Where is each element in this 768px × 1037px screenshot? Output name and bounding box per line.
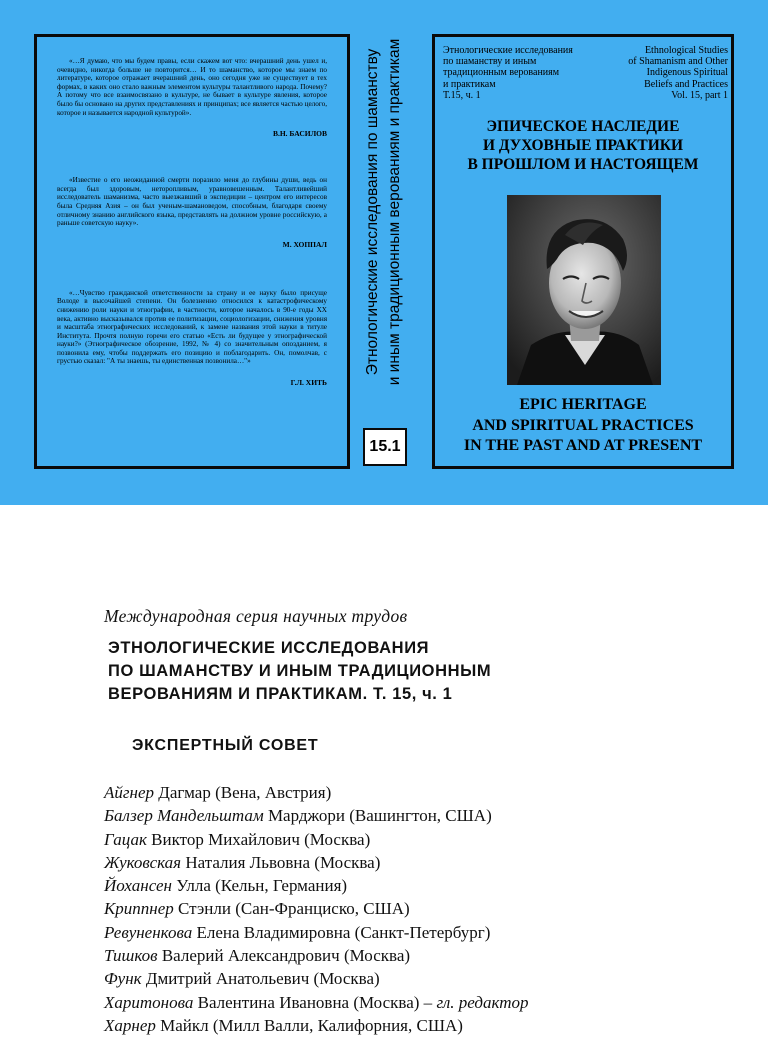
member-surname: Харитонова — [104, 992, 194, 1012]
council-member — [104, 851, 744, 874]
council-member — [104, 944, 744, 967]
member-surname: Функ — [104, 969, 142, 989]
front-title-en — [435, 395, 731, 457]
front-cover-panel — [432, 34, 734, 469]
spine-title-line-2: и иным традиционным верованиям и практикам — [386, 38, 403, 386]
expert-council-list — [104, 781, 744, 1037]
header-ru-line: традиционным верованиям — [443, 67, 560, 79]
member-surname: Тишков — [104, 946, 158, 966]
council-member — [104, 967, 744, 990]
council-member — [104, 1014, 744, 1037]
title-en-line: AND SPIRITUAL PRACTICES — [472, 416, 694, 434]
member-surname: Жуковская — [104, 852, 182, 872]
member-surname: Балзер Мандельштам — [104, 806, 264, 826]
header-ru-line: Т.15, ч. 1 — [443, 89, 481, 101]
title-en-line: IN THE PAST AND AT PRESENT — [463, 437, 703, 454]
scanned-title-page — [0, 505, 768, 1035]
book-cover-spread — [0, 0, 768, 505]
title-ru-line: И ДУХОВНЫЕ ПРАКТИКИ — [482, 137, 684, 154]
spine-volume-badge: 15.1 — [363, 428, 407, 466]
header-en-line: Beliefs and Practices — [644, 78, 728, 90]
member-surname: Харнер — [104, 1015, 156, 1035]
title-ru-line: ЭПИЧЕСКОЕ НАСЛЕДИЕ — [486, 118, 680, 135]
expert-council-heading: ЭКСПЕРТНЫЙ СОВЕТ — [132, 737, 319, 754]
council-member — [104, 804, 744, 827]
quote-block-khit — [57, 289, 327, 387]
portrait-illustration — [507, 195, 661, 385]
spine-title-line-1: Этнологические исследования по шаманству — [364, 48, 381, 376]
council-member — [104, 897, 744, 920]
quote-text: «…Чувство гражданской ответственности за страну и ее науку было присуще Володе в высочайшей степени. Он болезненно относился к катастрофическому снижению роли науки и этнографии, в частности, которое началось в 90-е годы XX века, активно высказывался против ее политизации, социологизации, снижения уровня и масштаба этнографических исследований, к замене названия этой науки в титуле Института. Прочтя полную горечи его статью «Есть ли будущее у этнографической науки?» (Этнографическое обозрение, 1992, № 4) со значительным опозданием, я позвонила ему, чтобы поддержать его позицию и поблагодарить. Он, помолчав, с грустью сказал: "А ты знаешь, ты единственная позвонила…"» — [57, 288, 327, 366]
header-en-line: of Shamanism and Other — [628, 56, 728, 68]
front-header — [443, 45, 728, 115]
member-details: Виктор Михайлович (Москва) — [146, 829, 371, 849]
series-subtitle: Международная серия научных трудов — [104, 606, 408, 626]
quote-block-hoppal — [57, 176, 327, 249]
header-en-line: Indigenous Spiritual — [646, 67, 728, 79]
publication-title — [108, 637, 708, 706]
member-details: Марджори (Вашингтон, США) — [263, 806, 492, 826]
member-details: Стэнли (Сан-Франциско, США) — [173, 899, 410, 919]
member-details: Майкл (Милл Валли, Калифорния, США) — [155, 1015, 463, 1035]
title-ru-line: В ПРОШЛОМ И НАСТОЯЩЕМ — [467, 156, 699, 173]
quote-block-basilov — [57, 57, 327, 138]
member-details: Елена Владимировна (Санкт-Петербург) — [192, 922, 491, 942]
member-surname: Айгнер — [104, 783, 154, 802]
header-ru-line: по шаманству и иным — [443, 56, 537, 68]
quote-author: М. ХОППАЛ — [282, 239, 327, 249]
council-member — [104, 828, 744, 851]
publication-title-line: ВЕРОВАНИЯМ И ПРАКТИКАМ. Т. 15, ч. 1 — [108, 685, 453, 703]
member-details: Дагмар (Вена, Австрия) — [154, 783, 332, 802]
member-surname: Гацак — [104, 829, 147, 849]
member-role: гл. редактор — [436, 992, 529, 1012]
member-surname: Ревуненкова — [104, 922, 193, 942]
front-title-ru — [435, 117, 731, 174]
header-en-line: Ethnological Studies — [644, 45, 728, 56]
publication-title-line: ЭТНОЛОГИЧЕСКИЕ ИССЛЕДОВАНИЯ — [108, 639, 430, 657]
publication-title-line: ПО ШАМАНСТВУ И ИНЫМ ТРАДИЦИОННЫМ — [108, 662, 492, 680]
member-details: Наталия Львовна (Москва) — [181, 852, 381, 872]
header-en-line: Vol. 15, part 1 — [671, 89, 728, 101]
spine-title — [362, 32, 414, 392]
header-ru-line: и практикам — [443, 78, 496, 90]
member-details: Дмитрий Анатольевич (Москва) — [141, 969, 380, 989]
council-member — [104, 991, 744, 1014]
council-member — [104, 781, 744, 804]
quote-text: «…Я думаю, что мы будем правы, если скажем вот что: вчерашний день ушел и, очевидно, никогда больше не повторится… И то шаманство, которое мы знаем по литературе, которое отражает вчерашний день, оно сегодня уже не существует в тех формах, в каких оно стало важным элементом культуры талантливого народа. Почему? А потому что все взаимосвязано в культуре, не бывает в культуре явления, которое было бы основано на других представлениях и принципах; все является частью целого, которое и называется народной культурой». — [57, 57, 327, 117]
back-cover-panel — [34, 34, 350, 469]
author-portrait-photo — [507, 195, 661, 385]
member-details: Валерий Александрович (Москва) — [157, 946, 411, 966]
quote-author: В.Н. БАСИЛОВ — [272, 129, 327, 139]
member-surname: Йохансен — [104, 876, 172, 896]
header-ru-line: Этнологические исследования — [443, 45, 573, 56]
quote-author: Г.Л. ХИТЬ — [290, 378, 327, 388]
front-header-en — [588, 45, 728, 101]
quote-text: «Известие о его неожиданной смерти поразило меня до глубины души, ведь он всегда был здоровым, неторопливым, уравновешенным. Талантливейший исследователь шаманизма, часто выезжавший в экспедиции – центром его интересов была Средняя Азия – он был ученым-шамановедом, способным, благодаря своему отличному знанию английского языка, представлять на должном уровне российскую, а раньше советскую науку». — [57, 176, 327, 228]
title-en-line: EPIC HERITAGE — [519, 396, 647, 413]
council-member — [104, 921, 744, 944]
member-details: Валентина Ивановна (Москва) – — [193, 992, 437, 1012]
member-surname: Криппнер — [104, 899, 174, 919]
member-details: Улла (Кельн, Германия) — [172, 876, 348, 896]
council-member — [104, 874, 744, 897]
